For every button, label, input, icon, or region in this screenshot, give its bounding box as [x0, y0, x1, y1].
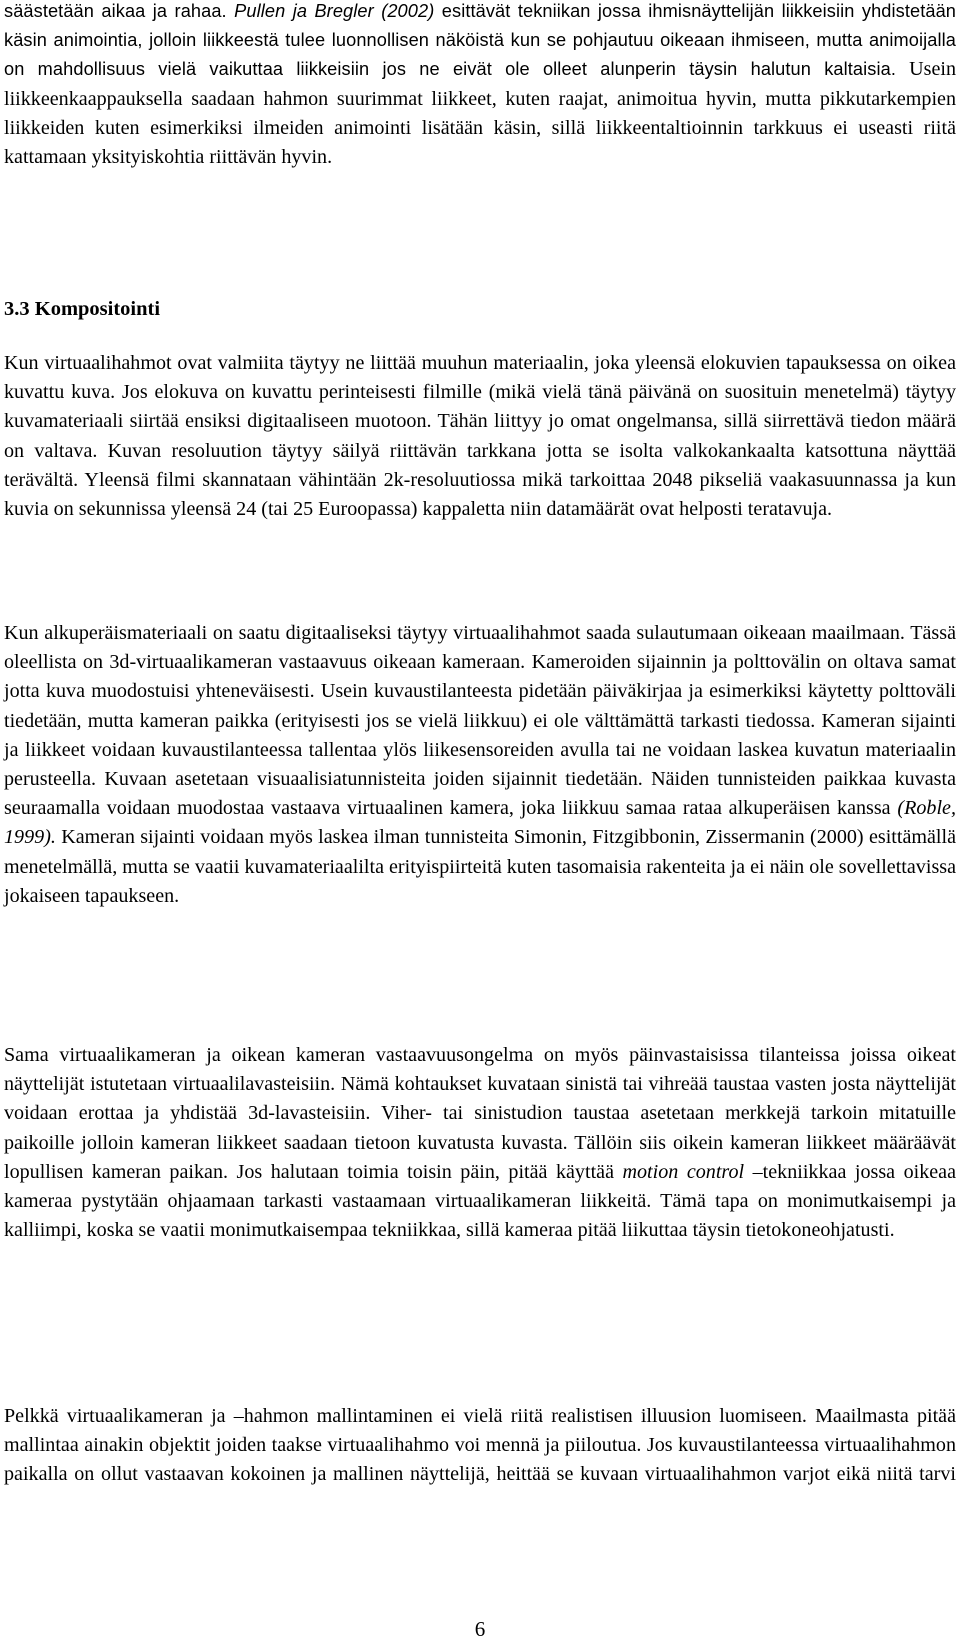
paragraph-3-part-c: Kameran sijainti voidaan myös laskea ilman tunnisteita Simonin, Fitzgibbonin, Zissermanin (2000) esittämällä menetelmällä, mutta se vaatii kuvamateriaalilta erityispiirteitä kuten tasomaisia rakenteita ja ei näin ole sovellettavissa jokaiseen tapaukseen. — [4, 826, 956, 907]
paragraph-5: Pelkkä virtuaalikameran ja –hahmon mallintaminen ei vielä riitä realistisen illuusion luomiseen. Maailmasta pitää mallintaa ainakin objektit joiden taakse virtuaalihahmo voi mennä ja piiloutua. Jos kuvaustilanteessa virtuaalihahmon paikalla on ollut vastaavan kokoinen ja mallinen näyttelijä, heittää se kuvaan virtuaalihahmon varjot eikä niitä tarvi — [4, 1405, 956, 1486]
paragraph-4-part-c: –tekniikkaa jossa oikeaa kameraa pystytään ohjaamaan tarkasti vastaamaan virtuaalikameran liikkeitä. Tämä tapa on monimutkaisempi ja kalliimpi, koska se vaatii monimutkaisempaa tekniikkaa, sillä kameraa pitää liikuttaa täysin tietokoneohjatusti. — [4, 1160, 956, 1242]
paragraph-1-part-c: esittävät tekniikan jossa ihmisnäyttelijän liikkeisiin yhdistetään käsin animointia, jolloin liikkeestä tulee luonnollisen näköistä kun se pohjautuu oikeaan ihmiseen, mutta animoijalla on mahdollisuus vielä vaikuttaa liikkeisiin jos ne eivät ole olleet alunperin täysin halutun kaltaisia. — [4, 1, 957, 80]
section-heading: 3.3 Kompositointi — [4, 298, 161, 320]
page-number: 6 — [474, 1617, 486, 1641]
paragraph-1-part-d: Usein liikkeenkaappauksella saadaan hahmon suurimmat liikkeet, kuten raajat, animoitua hyvin, mutta pikkutarkempien liikkeiden kuten esimerkiksi ilmeiden animointi lisätään käsin, sillä liikkeentaltioinnin tarkkuus ei useasti riitä kattamaan yksityiskohtia riittävän hyvin. — [4, 58, 956, 169]
term-motion-control: motion control — [622, 1160, 745, 1183]
paragraph-2: Kun virtuaalihahmot ovat valmiita täytyy ne liittää muuhun materiaalin, joka yleensä elokuvien tapauksessa on oikea kuvattu kuva. Jos elokuva on kuvattu perinteisesti filmille (mikä vielä tänä päivänä on suosituin menetelmä) täytyy kuvamateriaali siirtää ensiksi digitaaliseen muotoon. Tähän liittyy jo omat ongelmansa, sillä siirrettävä tiedon määrä on valtava. Kuvan resoluution täytyy säilyä riittävän tarkkana jotta se isolta valkokankaalta katsottuna näyttää terävältä. Yleensä filmi skannataan vähintään 2k-resoluutiossa mikä tarkoittaa 2048 pikseliä vaakasuunnassa ja kun kuvia on sekunnissa yleensä 24 (tai 25 Euroopassa) kappaletta niin datamäärät ovat helposti teratavuja. — [4, 352, 956, 521]
paragraph-4-part-a: Sama virtuaalikameran ja oikean kameran vastaavuusongelma on myös päinvastaisissa tilanteissa joissa oikeat näyttelijät istutetaan virtuaalilavasteisiin. Nämä kohtaukset kuvataan sinistä tai vihreää taustaa vasten josta näyttelijät voidaan erottaa ja yhdistää 3d-lavasteisiin. Viher- tai sinistudion taustaa asetetaan merkkejä tarkoin mitatuille paikoille jolloin kameran liikkeet saadaan tietoon kuvatusta kuvasta. Tällöin siis oikein kameran liikkeet määräävät lopullisen kameran paikan. Jos halutaan toimia toisin päin, pitää käyttää — [4, 1044, 956, 1183]
paragraph-3-part-a: Kun alkuperäismateriaali on saatu digitaaliseksi täytyy virtuaalihahmot saada sulautumaan oikeaan maailmaan. Tässä oleellista on 3d-virtuaalikameran vastaavuus oikeaan kameraan. Kameroiden sijainnin ja polttovälin on oltava samat jotta kuva muodostuisi yhteneväisesti. Usein kuvaustilanteesta pidetään päiväkirjaa ja esimerkiksi käytetty polttoväli tiedetään, mutta kameran paikka (erityisesti jos se vielä liikkuu) ei ole välttämättä tarkasti tiedossa. Kameran sijainti ja liikkeet voidaan kuvaustilanteessa tallentaa ylös liikesensoreiden avulla tai ne voidaan laskea kuvatun materiaalin perusteella. Kuvaan asetetaan visuaalisiatunnisteita joiden sijainnit tiedetään. Näiden tunnisteiden paikkaa kuvasta seuraamalla voidaan muodostaa vastaava virtuaalinen kamera, joka liikkuu samaa rataa alkuperäisen kanssa — [4, 622, 956, 820]
paragraph-1 — [4, 0, 956, 172]
paragraph-3 — [4, 619, 956, 911]
paragraph-4 — [4, 1041, 956, 1245]
citation-pullen-bregler: Pullen ja Bregler (2002) — [234, 1, 435, 21]
citation-roble: (Roble, 1999). — [4, 797, 956, 849]
paragraph-1-part-a: säästetään aikaa ja rahaa. — [4, 1, 235, 21]
